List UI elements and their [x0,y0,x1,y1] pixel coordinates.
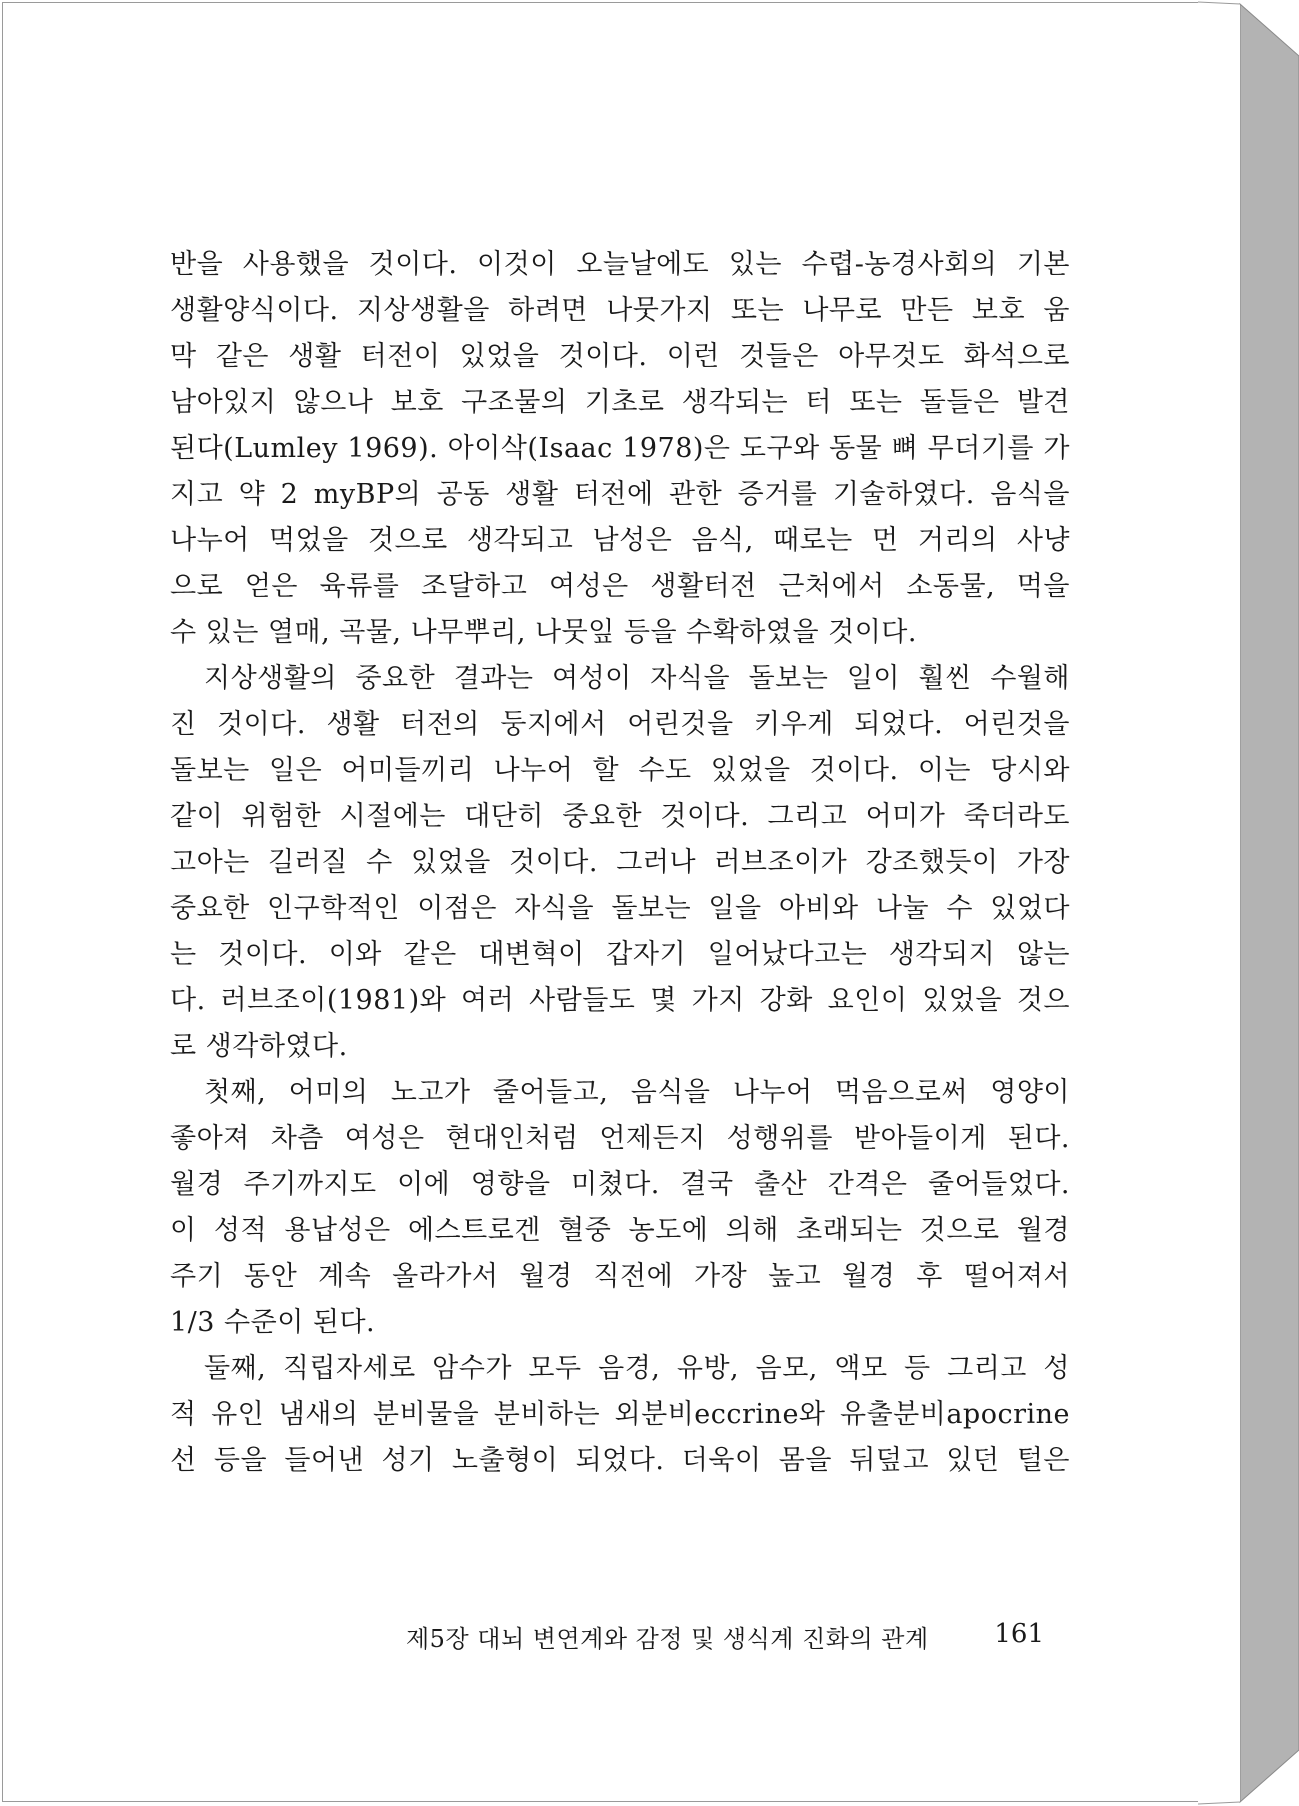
paragraph [170,1346,1070,1484]
chapter-title: 제5장 대뇌 변연계와 감정 및 생식계 진화의 관계 [406,1625,929,1653]
text-line: 좋아져 차츰 여성은 현대인처럼 언제든지 성행위를 받아들이게 된다. [170,1123,1070,1154]
text-line: 생활양식이다. 지상생활을 하려면 나뭇가지 또는 나무로 만든 보호 움 [170,295,1070,326]
text-line: 둘째, 직립자세로 암수가 모두 음경, 유방, 음모, 액모 등 그리고 성 [204,1353,1070,1384]
text-line: 적 유인 냄새의 분비물을 분비하는 외분비eccrine와 유출분비apocrine [170,1399,1070,1430]
text-line: 1/3 수준이 된다. [170,1307,376,1338]
text-line: 으로 얻은 육류를 조달하고 여성은 생활터전 근처에서 소동물, 먹을 [170,571,1070,602]
text-line: 월경 주기까지도 이에 영향을 미쳤다. 결국 출산 간격은 줄어들었다. [170,1169,1070,1200]
text-line: 고아는 길러질 수 있었을 것이다. 그러나 러브조이가 강조했듯이 가장 [170,847,1070,878]
text-line: 나누어 먹었을 것으로 생각되고 남성은 음식, 때로는 먼 거리의 사냥 [170,525,1070,556]
text-line: 진 것이다. 생활 터전의 둥지에서 어린것을 키우게 되었다. 어린것을 [170,709,1070,740]
text-line: 로 생각하였다. [170,1031,348,1062]
text-line: 지고 약 2 myBP의 공동 생활 터전에 관한 증거를 기술하였다. 음식을 [170,479,1070,510]
text-line: 지상생활의 중요한 결과는 여성이 자식을 돌보는 일이 훨씬 수월해 [204,663,1070,694]
page-edge-shadow [1198,0,1299,1806]
body-text [170,242,1070,1484]
text-line: 다. 러브조이(1981)와 여러 사람들도 몇 가지 강화 요인이 있었을 것으 [170,985,1070,1016]
text-line: 는 것이다. 이와 같은 대변혁이 갑자기 일어났다고는 생각되지 않는 [170,939,1070,970]
text-line: 첫째, 어미의 노고가 줄어들고, 음식을 나누어 먹음으로써 영양이 [204,1077,1070,1108]
text-line: 이 성적 용납성은 에스트로겐 혈중 농도에 의해 초래되는 것으로 월경 [170,1215,1070,1246]
text-line: 선 등을 들어낸 성기 노출형이 되었다. 더욱이 몸을 뒤덮고 있던 털은 [170,1445,1070,1476]
text-line: 돌보는 일은 어미들끼리 나누어 할 수도 있었을 것이다. 이는 당시와 [170,755,1070,786]
running-footer [406,1619,1044,1659]
text-line: 수 있는 열매, 곡물, 나무뿌리, 나뭇잎 등을 수확하였을 것이다. [170,617,917,648]
paragraph [170,1070,1070,1346]
page-number: 161 [994,1619,1044,1649]
text-line: 주기 동안 계속 올라가서 월경 직전에 가장 높고 월경 후 떨어져서 [170,1261,1070,1292]
text-line: 같이 위험한 시절에는 대단히 중요한 것이다. 그리고 어미가 죽더라도 [170,801,1070,832]
paragraph [170,242,1070,656]
text-line: 남아있지 않으나 보호 구조물의 기초로 생각되는 터 또는 돌들은 발견 [170,387,1070,418]
text-line: 된다(Lumley 1969). 아이삭(Isaac 1978)은 도구와 동물 뼈 무더기를 가 [170,433,1070,464]
paragraph [170,656,1070,1070]
text-line: 중요한 인구학적인 이점은 자식을 돌보는 일을 아비와 나눌 수 있었다 [170,893,1070,924]
text-line: 반을 사용했을 것이다. 이것이 오늘날에도 있는 수렵-농경사회의 기본 [170,249,1070,280]
text-line: 막 같은 생활 터전이 있었을 것이다. 이런 것들은 아무것도 화석으로 [170,341,1070,372]
